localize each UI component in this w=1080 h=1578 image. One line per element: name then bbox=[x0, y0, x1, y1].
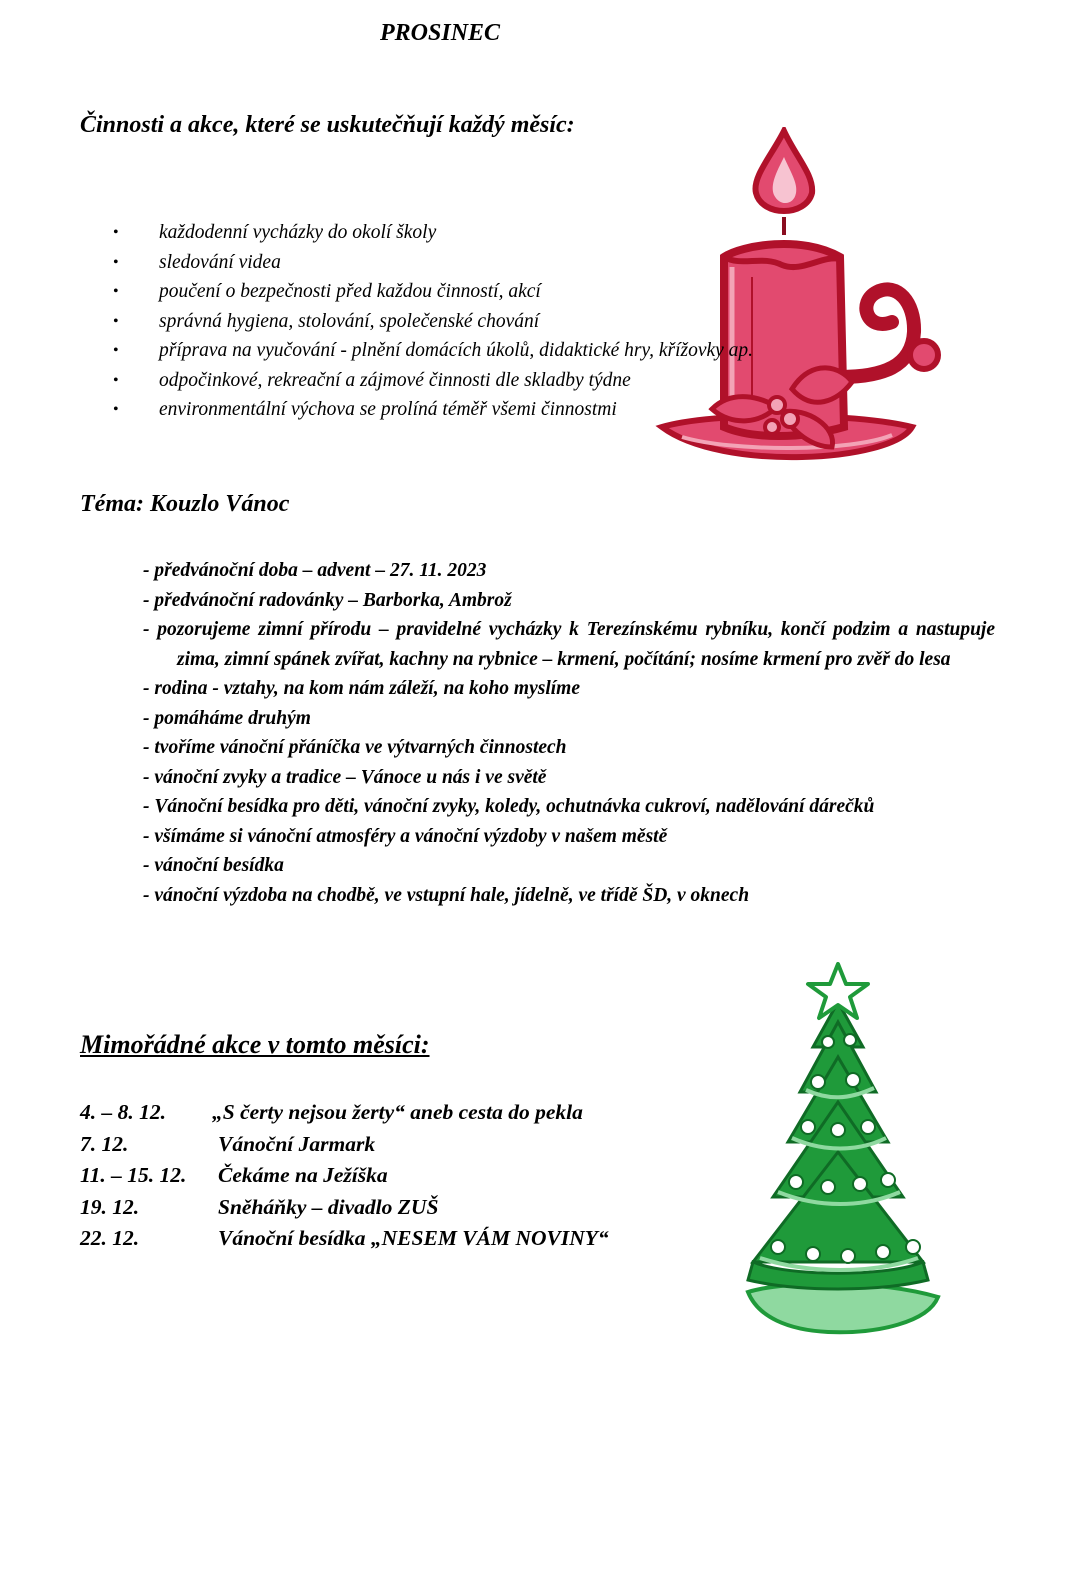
bullet-icon: • bbox=[113, 224, 119, 241]
candle-illustration bbox=[652, 127, 948, 479]
theme-item: - tvoříme vánoční přáníčka ve výtvarných činnostech bbox=[143, 737, 567, 758]
event-name: Sněháňky – divadlo ZUŠ bbox=[218, 1194, 439, 1219]
event-date: 19. 12. bbox=[80, 1194, 140, 1219]
theme-item: - vánoční výzdoba na chodbě, ve vstupní hale, jídelně, ve třídě ŠD, v oknech bbox=[143, 884, 750, 906]
theme-item: - Vánoční besídka pro děti, vánoční zvyky, koledy, ochutnávka cukroví, nadělování dárečků bbox=[143, 796, 875, 817]
bullet-icon: • bbox=[113, 283, 119, 300]
bullet-icon: • bbox=[113, 253, 119, 271]
event-name: Vánoční besídka „NESEM VÁM NOVINY“ bbox=[218, 1226, 609, 1250]
special-heading: Mimořádné akce v tomto měsíci: bbox=[80, 1030, 430, 1059]
theme-item: - pomáháme druhým bbox=[143, 707, 311, 729]
theme-item: - všímáme si vánoční atmosféry a vánoční výzdoby v našem městě bbox=[143, 825, 668, 847]
theme-heading: Téma: Kouzlo Vánoc bbox=[80, 491, 290, 517]
event-date: 4. – 8. 12. bbox=[80, 1100, 166, 1124]
bullet-icon: • bbox=[113, 312, 119, 330]
bullet-icon: • bbox=[113, 401, 119, 418]
theme-item: - předvánoční doba – advent – 27. 11. 2023 bbox=[143, 560, 487, 581]
bullet-icon: • bbox=[113, 342, 119, 359]
bullet-icon: • bbox=[113, 371, 119, 389]
event-date: 11. – 15. 12. bbox=[80, 1163, 187, 1187]
christmas-tree-illustration bbox=[728, 962, 948, 1340]
theme-item: - vánoční besídka bbox=[143, 855, 284, 876]
event-date: 7. 12. bbox=[80, 1131, 129, 1156]
event-name: „S čerty nejsou žerty“ aneb cesta do pekla bbox=[212, 1100, 583, 1124]
theme-list bbox=[143, 556, 995, 910]
event-name: Čekáme na Ježíška bbox=[218, 1163, 388, 1187]
event-name: Vánoční Jarmark bbox=[218, 1131, 376, 1156]
theme-item: - pozorujeme zimní přírodu – pravidelné vycházky k Terezínskému rybníku, končí podzim a nastupuje zima, zimní spánek zvířat, kachny na rybnice – krmení, počítání; nosíme krmení pro zvěř do lesa bbox=[143, 619, 995, 670]
theme-item: - rodina - vztahy, na kom nám záleží, na koho myslíme bbox=[143, 678, 580, 699]
event-date: 22. 12. bbox=[80, 1226, 140, 1250]
monthly-heading: Činnosti a akce, které se uskutečňují každý měsíc: bbox=[80, 112, 575, 138]
page-title: PROSINEC bbox=[380, 20, 501, 46]
theme-item: - předvánoční radovánky – Barborka, Ambrož bbox=[143, 589, 512, 611]
theme-item: - vánoční zvyky a tradice – Vánoce u nás i ve světě bbox=[143, 766, 547, 788]
